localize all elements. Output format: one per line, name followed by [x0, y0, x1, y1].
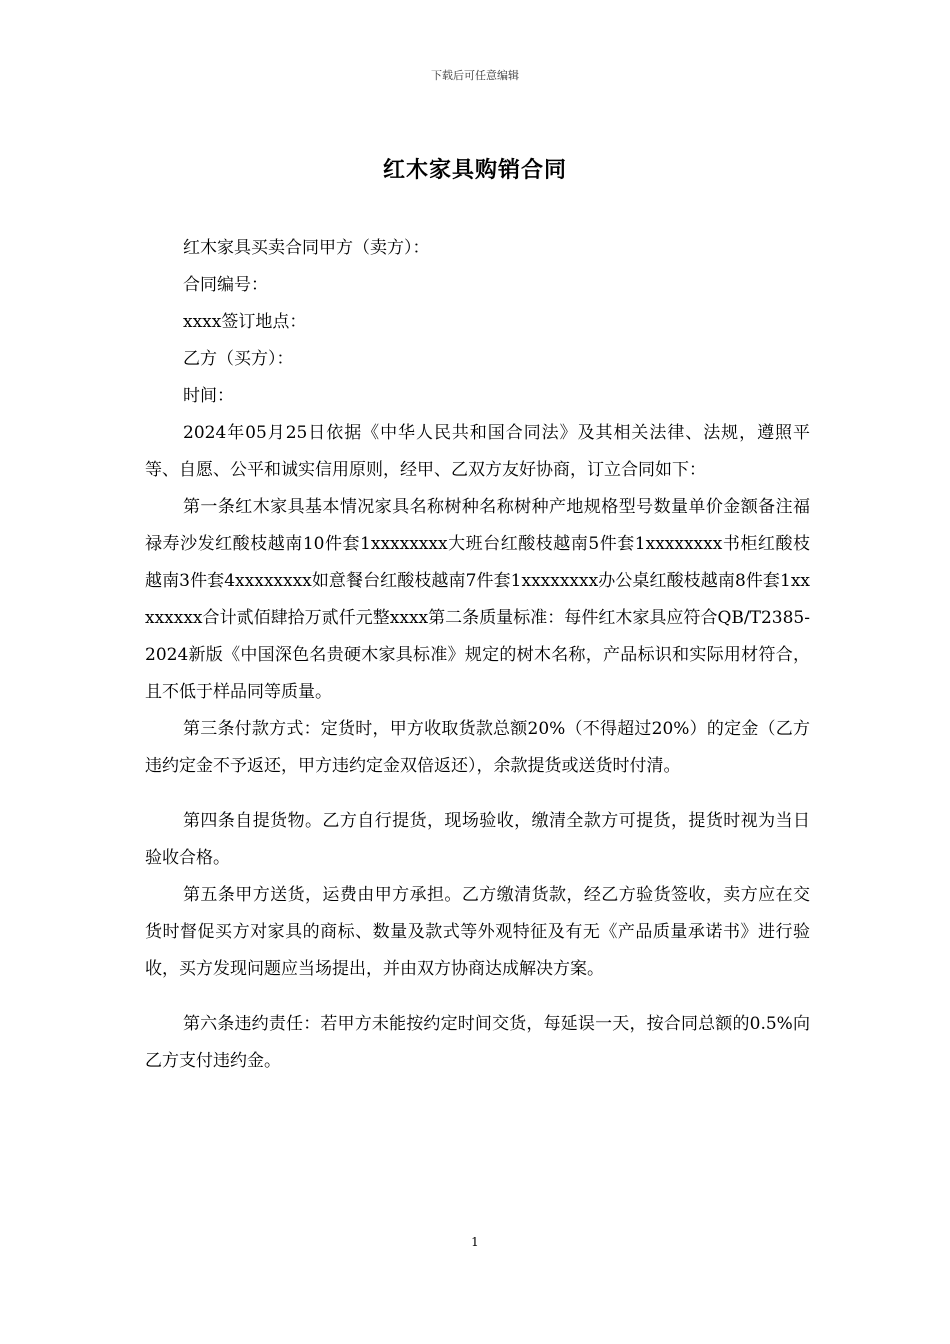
page-number: 1 — [471, 1235, 479, 1249]
paragraph-article-1-2: 第一条红木家具基本情况家具名称树种名称树种产地规格型号数量单价金额备注福禄寿沙发红酸枝越南10件套1xxxxxxxx大班台红酸枝越南5件套1xxxxxxxx书柜红酸枝越南3件套4xxxxxxxx如意餐台红酸枝越南7件套1xxxxxxxx办公桌红酸枝越南8件套1xxxxxxxx合计贰佰肆拾万贰仟元整xxxx第二条质量标准：每件红木家具应符合QB/T2385-2024新版《中国深色名贵硬木家具标准》规定的树木名称，产品标识和实际用材符合，且不低于样品同等质量。 — [145, 497, 810, 702]
paragraph-time: 时间： — [183, 386, 234, 406]
header-note: 下载后可任意编辑 — [431, 69, 519, 82]
paragraph-signing-place: xxxx签订地点： — [183, 312, 307, 332]
paragraph-preamble: 2024年05月25日依据《中华人民共和国合同法》及其相关法律、法规，遵照平等、自愿、公平和诚实信用原则，经甲、乙双方友好协商，订立合同如下： — [145, 423, 810, 480]
paragraph-buyer: 乙方（买方）： — [183, 349, 294, 369]
paragraph-seller: 红木家具买卖合同甲方（卖方）： — [183, 238, 430, 258]
paragraph-gap — [145, 988, 810, 1006]
paragraph-article-5: 第五条甲方送货，运费由甲方承担。乙方缴清货款，经乙方验货签收，卖方应在交货时督促买方对家具的商标、数量及款式等外观特征及有无《产品质量承诺书》进行验收，买方发现问题应当场提出，并由双方协商达成解决方案。 — [145, 885, 810, 979]
document-body — [145, 230, 810, 1080]
paragraph-contract-number: 合同编号： — [183, 275, 268, 295]
document-title: 红木家具购销合同 — [382, 158, 567, 183]
paragraph-article-3: 第三条付款方式：定货时，甲方收取货款总额20%（不得超过20%）的定金（乙方违约定金不予返还，甲方违约定金双倍返还），余款提货或送货时付清。 — [145, 719, 810, 776]
paragraph-article-6: 第六条违约责任：若甲方未能按约定时间交货，每延误一天，按合同总额的0.5%向乙方支付违约金。 — [145, 1014, 810, 1071]
paragraph-gap — [145, 785, 810, 803]
paragraph-article-4: 第四条自提货物。乙方自行提货，现场验收，缴清全款方可提货，提货时视为当日验收合格。 — [145, 811, 810, 868]
